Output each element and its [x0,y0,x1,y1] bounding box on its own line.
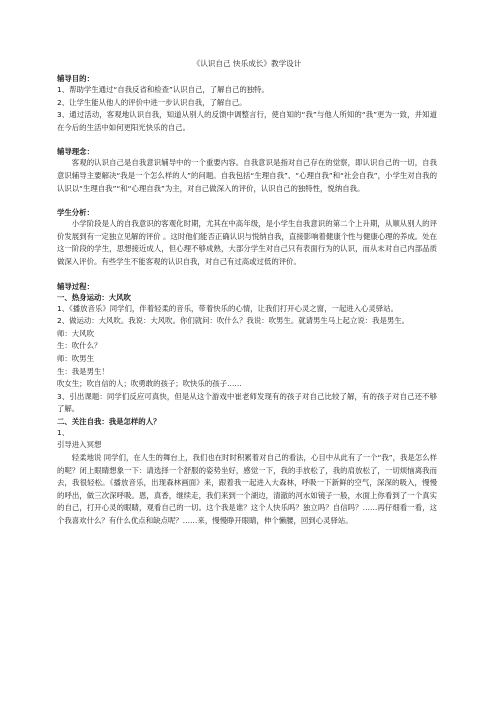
dialogue-student-2: 生：我是男生！ [57,366,109,376]
section-spacer [57,195,437,207]
goals-heading: 辅导目的： [57,74,94,83]
self-focus-heading: 二、关注自我：我是怎样的人？ [57,416,161,426]
concept-heading: 辅导理念： [57,147,94,157]
warmup-line-2: 2、做运动：大风吹。我说：大风吹。你们就问：吹什么？我说：吹男生。就请男生马上起立说：我是男生。 [57,316,410,326]
warmup-line-1: 1、《播放音乐》同学们，伴着轻柔的音乐，带着快乐的心情，让我们打开心灵之窗，一起进入心灵驿站。 [57,303,398,313]
process-heading: 辅导过程： [57,281,94,291]
document-page [57,58,437,528]
meditation-paragraph: 轻柔地说 同学们，在人生的舞台上，我们也在时时积累着对自己的看法，心目中从此有了一个“我”，我是怎么样的呢？闭上眼睛想象一下：请选择一个舒服的姿势坐好，感觉一下，我的手放松了，我的肩放松了，一切烦恼离我而去，我很轻松。《播放音乐，出现森林画面》来，跟着我一起进入大森林，呼吸一下新鲜的空气，深深的吸入，慢慢的呼出，做三次深呼吸。恩，真香，继续走，我们来到一个湖边，清澈的河水如镜子一般，水面上你看到了一个真实的自己，打开心灵的眼睛，观看自己的一切。这个我是谁？这个人快乐吗？独立吗？自信吗？……再仔细看一看，这个我喜欢什么？有什么优点和缺点呢？……来，慢慢睁开眼睛，伸个懒腰，回到心灵驿站。 [57,453,437,526]
dialogue-teacher-1: 师：大风吹 [57,328,94,338]
self-focus-sub-number: 1、 [57,427,70,437]
goal-item-3: 3、通过活动，客观地认识自我，知道从别人的反馈中调整言行，使自知的“我”与他人所知的“我”更为一致，并知道在今后的生活中如何更阳光快乐的自己。 [57,110,437,132]
dialogue-student-1: 生：吹什么？ [57,341,102,351]
concept-paragraph: 客观的认识自己是自我意识辅导中的一个重要内容。自我意识是指对自己存在的觉察，即认识自己的一切，自我意识辅导主要解决“我是一个怎么样的人”的问题。自我包括“生理自我”、“心理自我”和“社会自我”，小学生对自我的认识以“生理自我”“和“心理自我”为主，对自己做深入的评价，认识自己的独特性，悦纳自我。 [57,158,437,193]
warmup-line-3: 3、引出课题：同学们反应可真快，但是从这个游戏中崔老师发现有的孩子对自己比较了解，有的孩子对自己还不够了解。 [57,391,437,414]
warmup-heading: 一、热身运动：大风吹 [57,292,131,302]
section-spacer [57,134,437,146]
analysis-paragraph: 小学阶段是人的自我意识的客观化时期，尤其在中高年级，是小学生自我意识的第二个上升期，从顺从别人的评价发展到有一定独立见解的评价 。这时他们能否正确认识与悦纳自我，直接影响着健康个性与健康心理的养成。处在这一阶段的学生，思想接近成人，但心理不够成熟，大部分学生对自己只有表面行为的认识，而从未对自己内部品质做深入评价。有些学生不能客观的认识自我，对自己有过高或过低的评价。 [57,219,437,266]
document-title: 《认识自己 快乐成长》教学设计 [192,59,302,68]
section-spacer [57,269,437,281]
goal-item-2: 2、让学生能从他人的评价中进一步认识自我，了解自己。 [57,97,247,107]
dialogue-teacher-2: 师：吹男生 [57,353,94,363]
analysis-heading: 学生分析： [57,208,94,218]
goal-item-1: 1、帮助学生通过“自我反省和检查”认识自己，了解自己的独特。 [57,85,269,94]
meditation-lead: 引导进入冥想 [57,440,102,450]
warmup-line-variations: 吹女生；吹自信的人；吹勇敢的孩子；吹快乐的孩子…… [57,379,242,389]
